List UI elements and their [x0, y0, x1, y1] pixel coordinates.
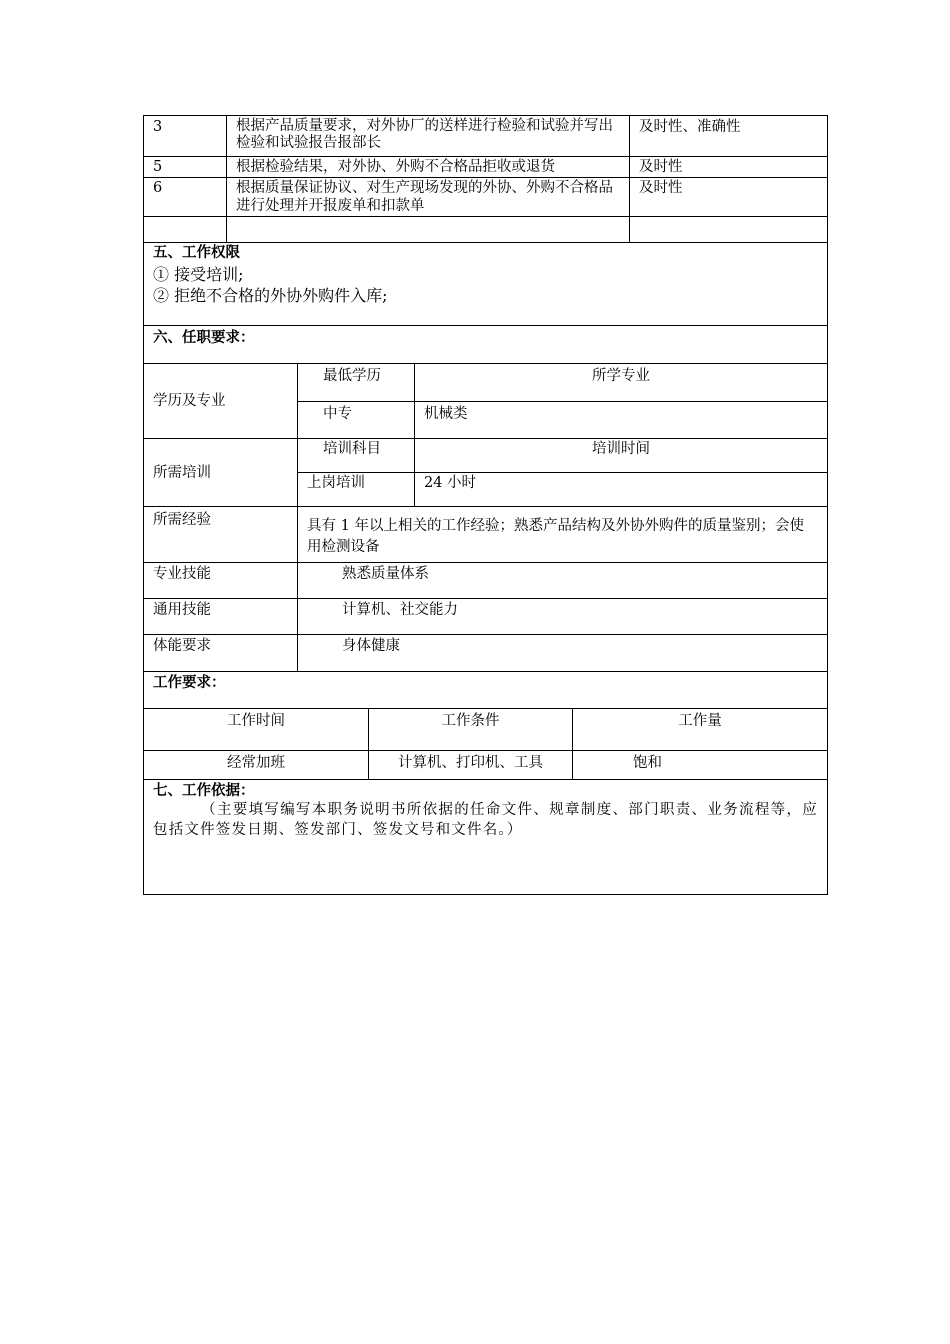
authority-item: ① 接受培训; [153, 265, 244, 284]
min-education-value: 中专 [323, 406, 352, 422]
training-subject-header: 培训科目 [323, 441, 381, 457]
physical-block [143, 634, 828, 671]
general-skill-label: 通用技能 [153, 602, 211, 618]
experience-value: 具有 1 年以上相关的工作经验；熟悉产品结构及外协外购件的质量鉴别；会使用检测设备 [297, 507, 827, 562]
physical-value: 身体健康 [297, 635, 827, 671]
duty-content: 根据产品质量要求，对外协厂的送样进行检验和试验并写出检验和试验报告报部长 [226, 116, 629, 156]
work-time-value: 经常加班 [227, 755, 285, 771]
work-time-header: 工作时间 [227, 713, 285, 729]
physical-label: 体能要求 [153, 638, 211, 654]
education-block [143, 363, 828, 438]
basis-note-text: （主要填写编写本职务说明书所依据的任命文件、规章制度、部门职责、业务流程等，应包括文件签发日期、签发部门、签发文号和文件名。） [153, 802, 818, 838]
training-subject-value: 上岗培训 [307, 475, 365, 491]
section-title: 七、工作依据： [153, 782, 255, 799]
duty-standard: 及时性、准确性 [629, 116, 827, 156]
section-title: 工作要求： [153, 674, 226, 691]
table-row [144, 116, 827, 156]
experience-label: 所需经验 [153, 512, 211, 528]
section-title: 五、工作权限 [153, 244, 240, 261]
education-label: 学历及专业 [153, 393, 226, 409]
duty-number: 6 [153, 180, 163, 196]
professional-skill-block [143, 562, 828, 598]
training-time-value: 24 小时 [414, 473, 827, 506]
training-block [143, 438, 828, 506]
duty-number [144, 217, 226, 242]
duty-standard: 及时性 [629, 178, 827, 216]
work-requirements-table [143, 708, 828, 779]
table-row [144, 709, 827, 750]
duty-standard [629, 217, 827, 242]
duty-standard: 及时性 [629, 157, 827, 177]
professional-skill-value: 熟悉质量体系 [297, 563, 827, 598]
min-education-header: 最低学历 [323, 368, 381, 384]
table-row [144, 216, 827, 242]
training-time-header: 培训时间 [414, 439, 827, 472]
work-condition-value: 计算机、打印机、工具 [368, 751, 572, 779]
duty-content: 根据检验结果，对外协、外购不合格品拒收或退货 [226, 157, 629, 177]
job-description-document [143, 115, 828, 895]
experience-block [143, 506, 828, 562]
training-label: 所需培训 [153, 464, 211, 481]
authority-item: ② 拒绝不合格的外协外购件入库; [153, 286, 388, 305]
table-row [144, 156, 827, 177]
basis-section [143, 779, 828, 895]
workload-header: 工作量 [572, 709, 827, 750]
authority-section [143, 242, 828, 325]
table-row [144, 177, 827, 216]
work-condition-header: 工作条件 [368, 709, 572, 750]
qualifications-header [143, 325, 828, 363]
professional-skill-label: 专业技能 [153, 566, 211, 582]
duty-content: 根据质量保证协议、对生产现场发现的外协、外购不合格品进行处理并开报废单和扣款单 [226, 178, 629, 216]
duty-number: 5 [153, 159, 163, 175]
basis-note [144, 800, 827, 840]
major-value: 机械类 [414, 402, 827, 438]
work-requirements-header [143, 671, 828, 708]
duty-content [226, 217, 629, 242]
table-row [144, 750, 827, 779]
duties-table [143, 115, 828, 242]
duty-number: 3 [153, 119, 163, 135]
section-title: 六、任职要求： [153, 329, 255, 346]
general-skill-value: 计算机、社交能力 [297, 599, 827, 634]
major-header: 所学专业 [414, 364, 827, 401]
workload-value: 饱和 [572, 751, 827, 779]
general-skill-block [143, 598, 828, 634]
